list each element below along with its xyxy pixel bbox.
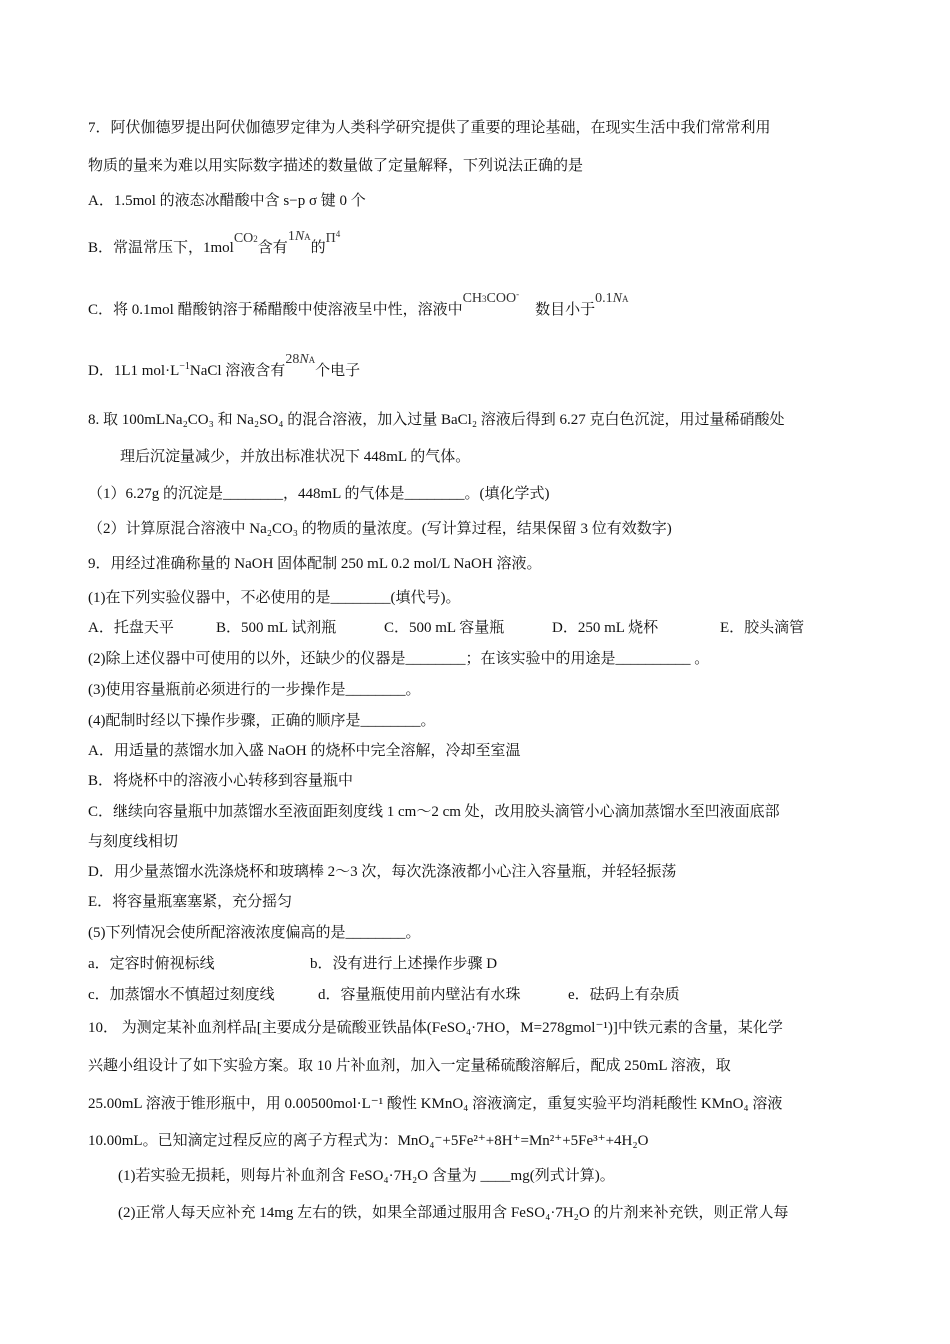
- q10-part1: (1)若实验无损耗，则每片补血剂含 FeSO₄·7H₂O 含量为 ____mg(列式计算)。: [118, 1168, 615, 1184]
- q7-option-c-pre: C．将 0.1mol 醋酸钠溶于稀醋酸中使溶液呈中性，溶液中: [88, 302, 463, 318]
- formula-1na: 1NA: [287, 229, 311, 244]
- q7-option-b-pre: B．常温常压下，1mol: [88, 240, 234, 256]
- q7-option-b: [88, 229, 341, 259]
- q8-stem-line1: 8. 取 100mLNa₂CO₃ 和 Na₂SO₄ 的混合溶液，加入过量 BaCl₂ 溶液后得到 6.27 克白色沉淀，用过量稀硝酸处: [88, 412, 785, 428]
- q7-stem-line2: 物质的量来为难以用实际数字描述的数量做了定量解释，下列说法正确的是: [88, 158, 584, 174]
- q9-choice-e: e．砝码上有杂质: [568, 987, 680, 1003]
- q9-part3: (3)使用容量瓶前必须进行的一步操作是________。: [88, 682, 421, 698]
- q9-step-c-line1: C．继续向容量瓶中加蒸馏水至液面距刻度线 1 cm～2 cm 处，改用胶头滴管小心滴加蒸馏水至凹液面底部: [88, 804, 780, 820]
- q9-option-a: A．托盘天平: [88, 620, 174, 636]
- q10-stem-line4: 10.00mL。已知滴定过程反应的离子方程式为：MnO₄⁻+5Fe²⁺+8H⁺=Mn²⁺+5Fe³⁺+4H₂O: [88, 1133, 649, 1149]
- q9-step-d: D．用少量蒸馏水洗涤烧杯和玻璃棒 2～3 次，每次洗涤液都小心注入容量瓶，并轻轻振荡: [88, 864, 677, 880]
- q10-stem-line2: 兴趣小组设计了如下实验方案。取 10 片补血剂，加入一定量稀硫酸溶解后，配成 250mL 溶液，取: [88, 1058, 731, 1074]
- q9-stem: 9．用经过准确称量的 NaOH 固体配制 250 mL 0.2 mol/L NaOH 溶液。: [88, 556, 542, 572]
- q10-stem-line1: 10． 为测定某补血剂样品[主要成分是硫酸亚铁晶体(FeSO₄·7HO，M=278gmol⁻¹)]中铁元素的含量，某化学: [88, 1020, 783, 1036]
- formula-0-1na: 0.1NA: [595, 291, 629, 306]
- formula-ch3coo: CH3COO-: [462, 289, 520, 306]
- q7-option-d: D．1L1 $mol\cdot L^{-1}NaCl$ 溶液含有28NA个电子: [88, 352, 361, 379]
- q7-option-c: [88, 289, 629, 321]
- q9-option-c: C．500 mL 容量瓶: [384, 620, 505, 636]
- q9-part5-options-row1: [88, 954, 497, 974]
- formula-co2: CO2: [233, 231, 258, 246]
- q9-part5: (5)下列情况会使所配溶液浓度偏高的是________。: [88, 925, 421, 941]
- q7-option-a: A．1.5mol 的液态冰醋酸中含 s−p σ 键 0 个: [88, 193, 366, 209]
- q9-option-e: E．胶头滴管: [720, 620, 805, 636]
- q9-choice-b: b．没有进行上述操作步骤 D: [310, 956, 498, 972]
- formula-28na: 28NA: [285, 352, 316, 367]
- q9-part1: (1)在下列实验仪器中，不必使用的是________(填代号)。: [88, 590, 461, 606]
- q9-part1-options: [88, 618, 804, 638]
- q8-stem-line2: 理后沉淀量减少，并放出标准状况下 448mL 的气体。: [120, 449, 471, 465]
- q9-choice-a: a．定容时俯视标线: [88, 956, 215, 972]
- q8-part1: （1）6.27g 的沉淀是________，448mL 的气体是________。(填化学式): [88, 486, 550, 502]
- q9-option-b: B．500 mL 试剂瓶: [216, 620, 337, 636]
- q7-stem-line1: 7．阿伏伽德罗提出阿伏伽德罗定律为人类科学研究提供了重要的理论基础，在现实生活中我们常常利用: [88, 120, 771, 136]
- q7-option-d-pre: D．1L1 mol·L: [88, 363, 180, 379]
- q9-choice-c: c．加蒸馏水不慎超过刻度线: [88, 987, 275, 1003]
- q7-option-d-post: NaCl 溶液含有: [189, 363, 286, 379]
- q10-part2: (2)正常人每天应补充 14mg 左右的铁，如果全部通过服用含 FeSO₄·7H₂O 的片剂来补充铁，则正常人每: [118, 1205, 789, 1221]
- q9-part5-options-row2: [88, 985, 680, 1005]
- q8-part2: （2）计算原混合溶液中 Na₂CO₃ 的物质的量浓度。(写计算过程，结果保留 3 位有效数字): [88, 521, 672, 537]
- q10-stem-line3: 25.00mL 溶液于锥形瓶中，用 0.00500mol·L⁻¹ 酸性 KMnO₄ 溶液滴定，重复实验平均消耗酸性 KMnO₄ 溶液: [88, 1096, 783, 1112]
- q9-step-c-line2: 与刻度线相切: [88, 834, 179, 850]
- formula-pi-bond: $\Pi^4$: [325, 229, 341, 246]
- q9-part4: (4)配制时经以下操作步骤，正确的顺序是________。: [88, 713, 436, 729]
- q9-choice-d: d．容量瓶使用前内壁沾有水珠: [318, 987, 521, 1003]
- q9-option-d: D．250 mL 烧杯: [552, 620, 659, 636]
- q9-step-a: A．用适量的蒸馏水加入盛 NaOH 的烧杯中完全溶解，冷却至室温: [88, 743, 521, 759]
- q7-option-d-end: 个电子: [315, 363, 361, 379]
- q9-part2: (2)除上述仪器中可使用的以外，还缺少的仪器是________；在该实验中的用途是__________ 。: [88, 651, 710, 667]
- q9-step-b: B．将烧杯中的溶液小心转移到容量瓶中: [88, 773, 354, 789]
- q9-step-e: E．将容量瓶塞塞紧，充分摇匀: [88, 894, 293, 910]
- q7-option-b-post: 的: [310, 240, 326, 256]
- q7-option-c-mid: 数目小于: [535, 302, 596, 318]
- q7-option-b-mid: 含有: [257, 240, 288, 256]
